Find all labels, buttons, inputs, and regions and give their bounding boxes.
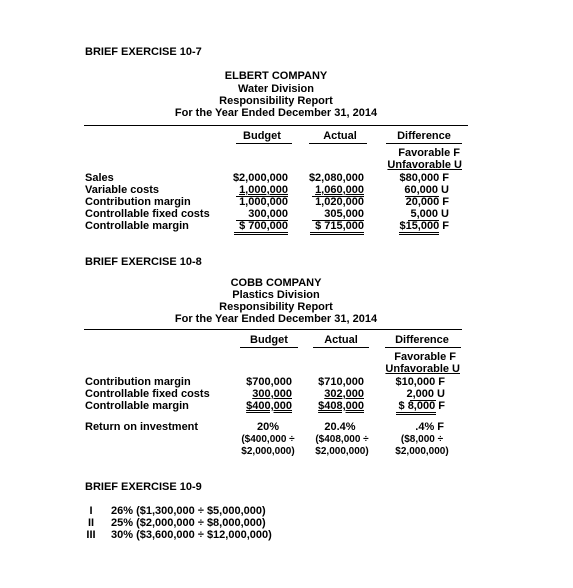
ex8-company: COBB COMPANY: [230, 277, 322, 289]
ex8-division: Plastics Division: [232, 289, 320, 301]
ex7-row-label: Contribution margin: [85, 196, 191, 208]
ex7-row-difference: 60,000 U: [404, 184, 449, 196]
ex9-item-text: 30% ($3,600,000 ÷ $12,000,000): [111, 529, 272, 541]
ex7-total-rule: [399, 234, 439, 235]
ex7-top-rule: [84, 125, 468, 126]
ex7-row-difference: $15,000 F: [399, 220, 449, 232]
ex8-roi-actual-calc: $2,000,000): [315, 446, 369, 457]
ex8-row-actual: $408,000: [318, 400, 364, 412]
ex9-item-number: I: [89, 505, 93, 517]
ex9-item-number: III: [86, 529, 96, 541]
ex7-unfavorable: Unfavorable U: [387, 159, 462, 171]
ex8-roi-difference-calc: $2,000,000): [395, 446, 449, 457]
ex8-row-label: Controllable fixed costs: [85, 388, 210, 400]
ex7-budget-rule: [236, 143, 292, 144]
ex7-total-rule: [310, 234, 364, 235]
ex7-row-actual: $ 715,000: [315, 220, 364, 232]
ex7-row-label: Sales: [85, 172, 114, 184]
ex7-row-budget: 300,000: [248, 208, 288, 220]
ex7-row-budget: $2,000,000: [232, 172, 288, 184]
ex8-roi-actual-calc: ($408,000 ÷: [315, 434, 369, 445]
ex7-row-difference: $80,000 F: [399, 172, 449, 184]
ex9-item-text: 26% ($1,300,000 ÷ $5,000,000): [111, 505, 266, 517]
ex8-budget-rule: [240, 347, 298, 348]
ex8-row-budget: 300,000: [252, 388, 292, 400]
ex8-row-difference: 2,000 U: [406, 388, 445, 400]
ex7-total-rule: [310, 232, 364, 233]
ex7-company: ELBERT COMPANY: [224, 70, 328, 82]
ex9-item-number: II: [87, 517, 95, 529]
ex7-row-difference: 5,000 U: [410, 208, 449, 220]
ex7-difference-rule: [386, 143, 462, 144]
ex8-roi-budget: 20%: [256, 421, 280, 433]
ex8-row-actual: $710,000: [318, 376, 364, 388]
ex7-col-actual: Actual: [323, 130, 357, 142]
ex7-col-budget: Budget: [243, 130, 281, 142]
ex8-roi-difference: .4% F: [415, 421, 444, 433]
ex7-row-difference: 20,000 F: [405, 196, 449, 208]
ex7-row-budget: 1,000,000: [239, 184, 288, 196]
ex7-row-label: Controllable fixed costs: [85, 208, 210, 220]
ex7-division: Water Division: [238, 83, 314, 95]
ex8-roi-budget-calc: ($400,000 ÷: [241, 434, 295, 445]
ex8-col-actual: Actual: [324, 334, 358, 346]
ex8-roi-actual: 20.4%: [324, 421, 356, 433]
ex7-col-difference: Difference: [397, 130, 451, 142]
ex7-row-actual: 305,000: [324, 208, 364, 220]
ex8-row-budget: $700,000: [246, 376, 292, 388]
ex8-col-difference: Difference: [395, 334, 449, 346]
ex8-period: For the Year Ended December 31, 2014: [174, 313, 378, 325]
ex8-row-budget: $400,000: [246, 400, 292, 412]
ex8-difference-rule: [385, 347, 461, 348]
ex8-heading: BRIEF EXERCISE 10-8: [85, 256, 202, 268]
ex8-row-difference: $10,000 F: [395, 376, 445, 388]
ex7-row-budget: $ 700,000: [239, 220, 288, 232]
ex8-roi-budget-calc: $2,000,000): [241, 446, 295, 457]
ex8-roi-difference-calc: ($8,000 ÷: [400, 434, 444, 445]
ex8-col-budget: Budget: [250, 334, 288, 346]
ex7-favorable: Favorable F: [398, 147, 460, 159]
ex7-period: For the Year Ended December 31, 2014: [174, 107, 378, 119]
ex7-total-rule: [234, 232, 288, 233]
ex7-row-actual: 1,020,000: [315, 196, 364, 208]
ex7-total-rule: [234, 234, 288, 235]
ex7-actual-rule: [309, 143, 367, 144]
ex7-row-budget: 1,000,000: [239, 196, 288, 208]
ex8-favorable: Favorable F: [394, 351, 456, 363]
ex9-heading: BRIEF EXERCISE 10-9: [85, 481, 202, 493]
ex8-row-difference: $ 8,000 F: [398, 400, 445, 412]
ex7-total-rule: [399, 232, 439, 233]
ex7-row-label: Controllable margin: [85, 220, 189, 232]
ex8-actual-rule: [313, 347, 369, 348]
ex8-row-label: Controllable margin: [85, 400, 189, 412]
ex8-top-rule: [84, 329, 462, 330]
ex7-row-actual: $2,080,000: [308, 172, 364, 184]
ex8-roi-label: Return on investment: [85, 421, 199, 433]
ex7-report: Responsibility Report: [219, 95, 333, 107]
ex7-heading: BRIEF EXERCISE 10-7: [85, 46, 202, 58]
ex8-unfavorable: Unfavorable U: [385, 363, 460, 375]
ex8-row-label: Contribution margin: [85, 376, 191, 388]
ex8-total-rule: [396, 412, 436, 413]
ex8-row-actual: 302,000: [324, 388, 364, 400]
ex8-total-rule: [396, 414, 436, 415]
ex9-item-text: 25% ($2,000,000 ÷ $8,000,000): [111, 517, 266, 529]
ex7-row-label: Variable costs: [85, 184, 159, 196]
ex7-row-actual: 1,060,000: [315, 184, 364, 196]
ex8-report: Responsibility Report: [219, 301, 333, 313]
